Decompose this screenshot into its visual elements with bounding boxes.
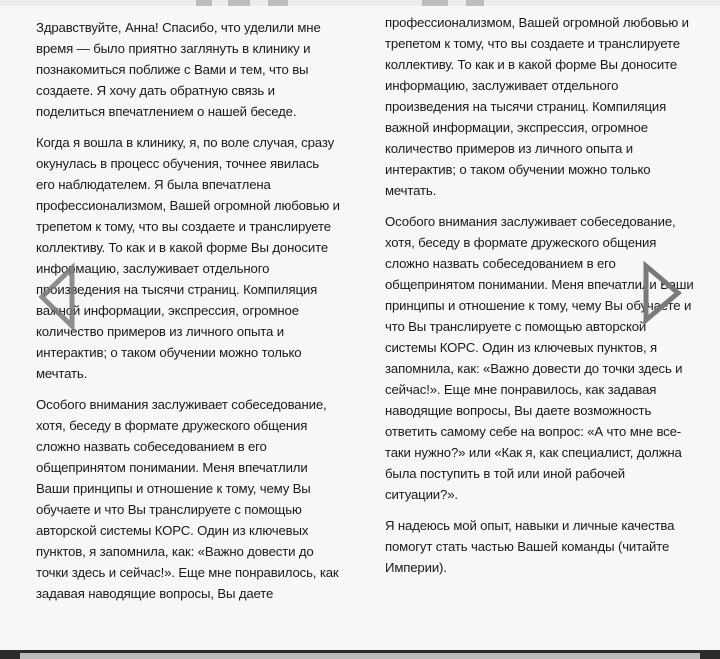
bottom-scrollbar[interactable]: [0, 650, 720, 659]
chevron-right-outline-icon: [640, 258, 684, 328]
right-page: [385, 12, 697, 649]
thumbnail-marker[interactable]: [196, 0, 212, 6]
top-thumbnail-strip: [0, 0, 720, 6]
previous-page-button[interactable]: [36, 262, 80, 332]
thumbnail-marker[interactable]: [228, 0, 250, 6]
thumbnail-marker[interactable]: [422, 0, 448, 6]
next-page-button[interactable]: [640, 258, 684, 328]
paragraph: Особого внимания заслуживает собеседование, хотя, беседу в формате дружеского общения сложно назвать собеседованием в его общепринятом понимании. Меня впечатлили Ваши принципы и отношение к тому, чему Вы обучаете и что Вы транслируете с помощью авторской системы КОРС. Один из ключевых пунктов, я запомнила, как: «Важно довести до точки здесь и сейчас!». Еще мне понравилось, как задавая наводящие вопросы, Вы даете возможность ответить самому себе на вопрос: «А что мне все-таки нужно?» или «Как я, как специалист, должна была поступить в той или иной рабочей ситуации?».: [385, 214, 694, 502]
paragraph: Я надеюсь мой опыт, навыки и личные качества помогут стать частью Вашей команды (читайте Империи).: [385, 518, 675, 575]
paragraph: Здравствуйте, Анна! Спасибо, что уделили мне время — было приятно заглянуть в клинику и познакомиться поближе с Вами и тем, что вы создаете. Я хочу дать обратную связь и поделиться впечатлением о нашей беседе.: [36, 20, 321, 119]
paragraph: Особого внимания заслуживает собеседование, хотя, беседу в формате дружеского общения сложно назвать собеседованием в его общепринятом понимании. Меня впечатлили Ваши принципы и отношение к тому, чему Вы обучаете и что Вы транслируете с помощью авторской системы КОРС. Один из ключевых пунктов, я запомнила, как: «Важно довести до точки здесь и сейчас!». Еще мне понравилось, как задавая наводящие вопросы, Вы даете: [36, 397, 339, 601]
thumbnail-marker[interactable]: [268, 0, 288, 6]
scrollbar-track[interactable]: [20, 653, 700, 659]
left-page: [36, 17, 340, 649]
paragraph: профессионализмом, Вашей огромной любовью и трепетом к тому, что вы создаете и транслируете коллективу. То как и в какой форме Вы доносите информацию, заслуживает отдельного произведения на тысячи страниц. Компиляция важной информации, экспрессия, огромное количество примеров из личного опыта и интерактив; о таком обучении можно только мечтать.: [385, 15, 689, 198]
paragraph: Когда я вошла в клинику, я, по воле случая, сразу окунулась в процесс обучения, точнее явилась его наблюдателем. Я была впечатлена профессионализмом, Вашей огромной любовью и трепетом к тому, что вы создаете и транслируете коллективу. То как и в какой форме Вы доносите информацию, заслуживает отдельного произведения на тысячи страниц. Компиляция важной информации, экспрессия, огромное количество примеров из личного опыта и интерактив; о таком обучении можно только мечтать.: [36, 135, 340, 381]
thumbnail-marker[interactable]: [466, 0, 484, 6]
chevron-left-outline-icon: [36, 262, 80, 332]
